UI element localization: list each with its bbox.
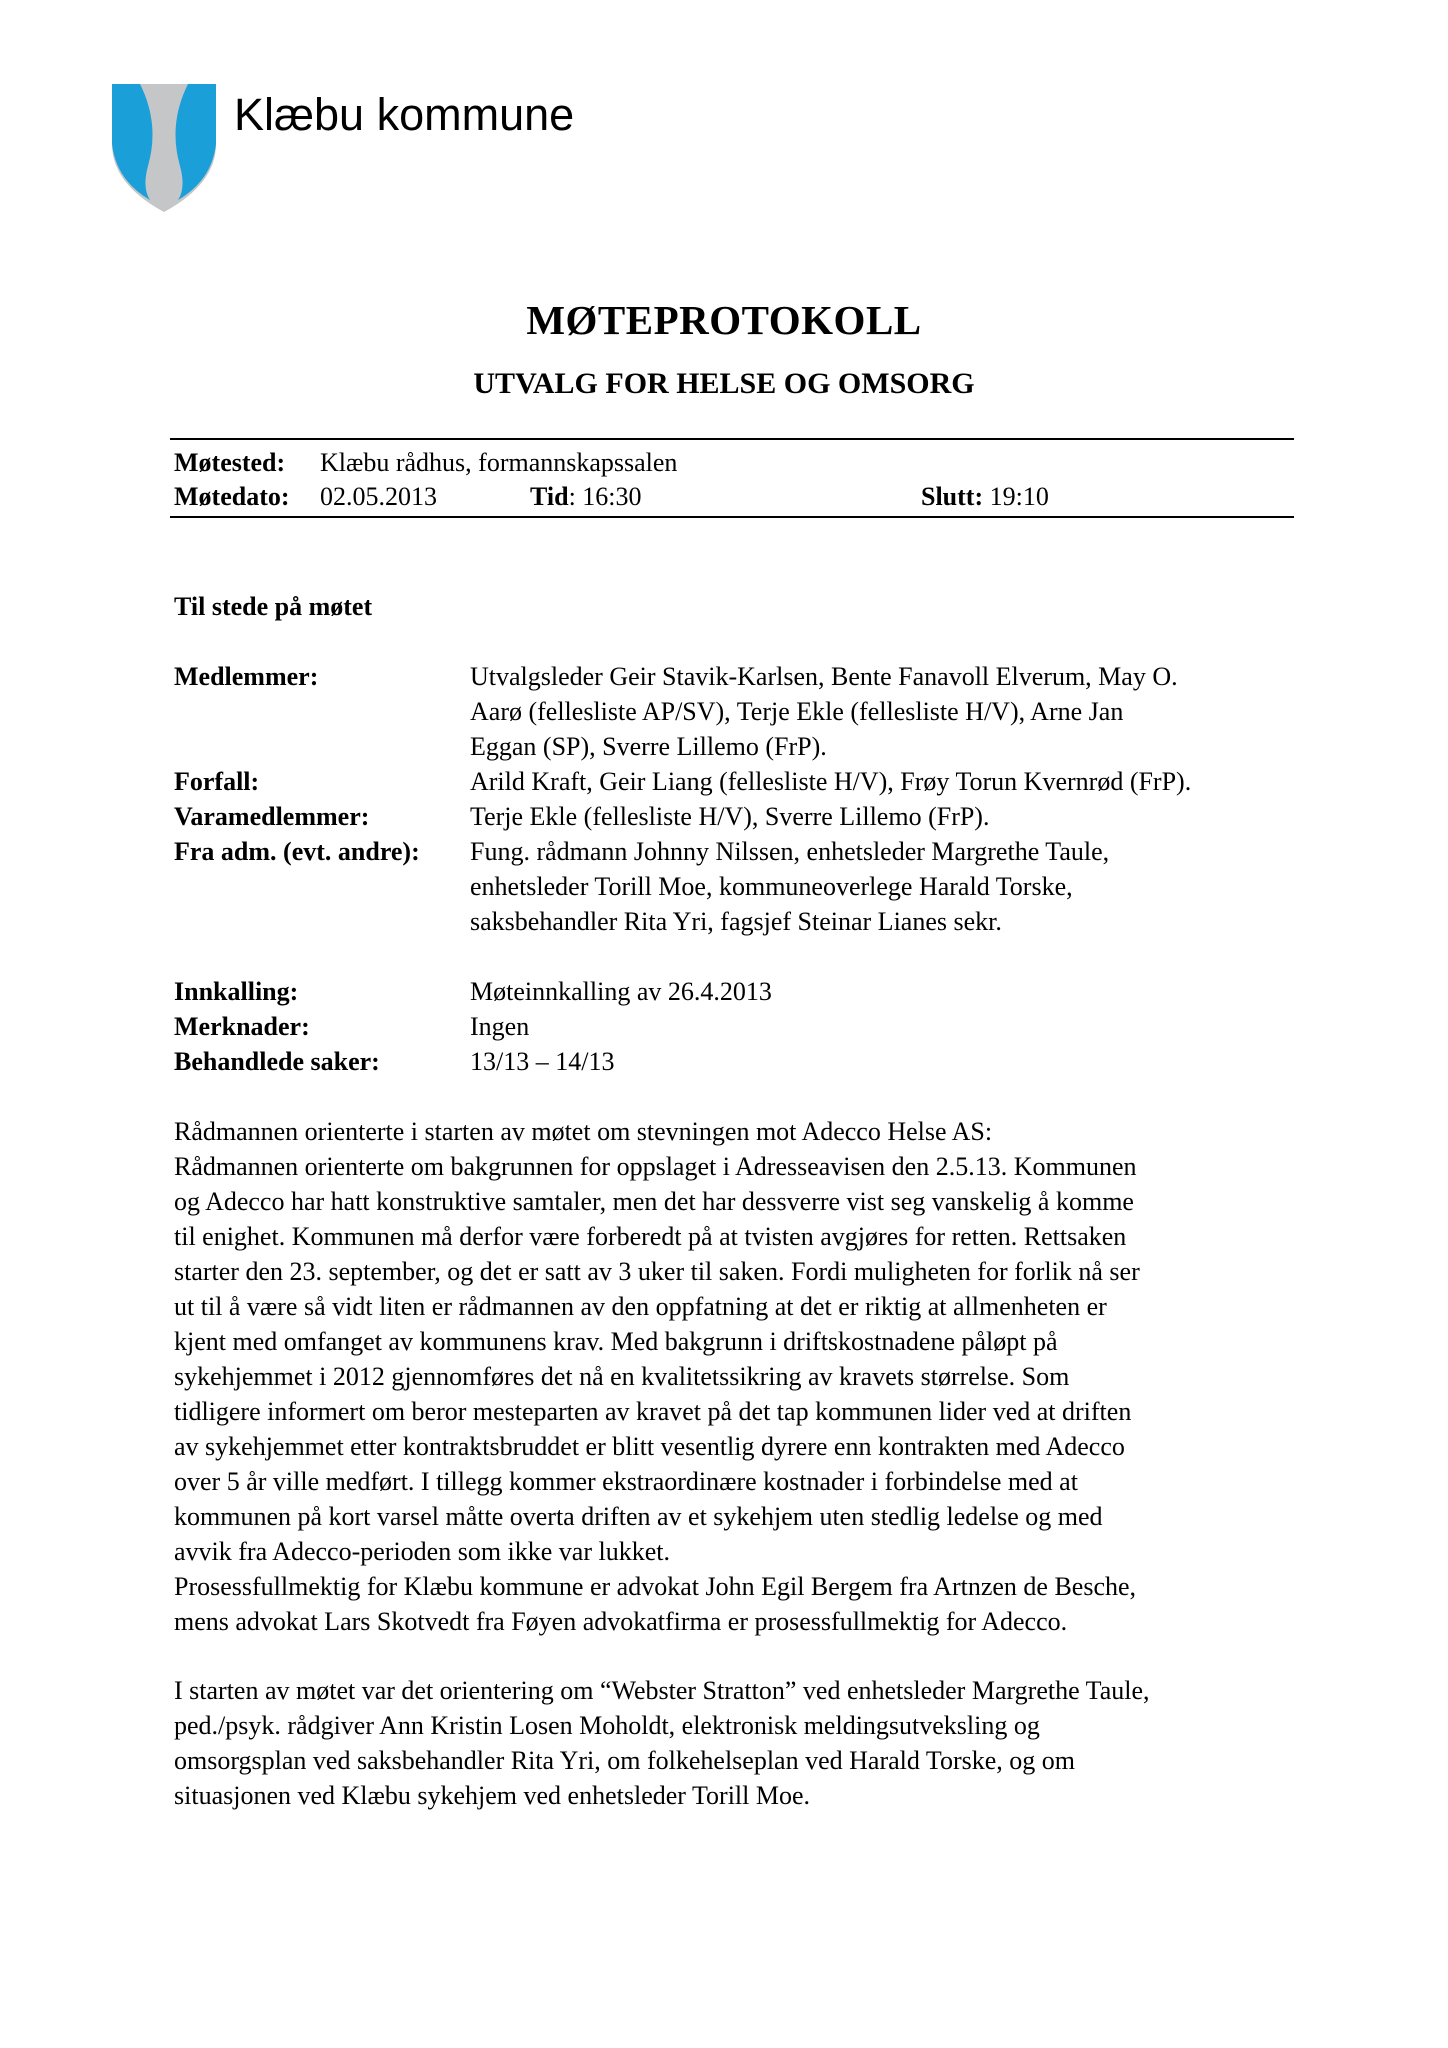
meeting-date-label: Møtedato:	[174, 482, 290, 511]
members-label: Medlemmer:	[174, 662, 319, 691]
document-subtitle: UTVALG FOR HELSE OG OMSORG	[473, 367, 975, 400]
meeting-date: 02.05.2013	[320, 482, 437, 511]
text-line: situasjonen ved Klæbu sykehjem ved enhetsleder Torill Moe.	[174, 1781, 811, 1810]
text-line: Prosessfullmektig for Klæbu kommune er advokat John Egil Bergem fra Artnzen de Besche,	[174, 1572, 1137, 1601]
admin-line: enhetsleder Torill Moe, kommuneoverlege Harald Torske,	[470, 872, 1073, 901]
meeting-end: 19:10	[989, 482, 1049, 511]
meeting-date-row	[174, 480, 1274, 514]
summons-label: Innkalling:	[174, 977, 299, 1006]
remarks-label: Merknader:	[174, 1012, 310, 1041]
meeting-time-label: Tid	[530, 482, 569, 511]
summons-value: Møteinnkalling av 26.4.2013	[470, 977, 772, 1006]
meeting-place: Klæbu rådhus, formannskapssalen	[320, 448, 678, 477]
admin-line: Fung. rådmann Johnny Nilssen, enhetsleder Margrethe Taule,	[470, 837, 1110, 866]
org-name: Klæbu kommune	[234, 89, 575, 140]
cases-label: Behandlede saker:	[174, 1047, 380, 1076]
meeting-place-row	[174, 446, 678, 480]
members-line: Aarø (fellesliste AP/SV), Terje Ekle (fellesliste H/V), Arne Jan	[470, 697, 1124, 726]
text-line: til enighet. Kommunen må derfor være forberedt på at tvisten avgjøres for retten. Rettsaken	[174, 1222, 1127, 1251]
text-line: mens advokat Lars Skotvedt fra Føyen advokatfirma er prosessfullmektig for Adecco.	[174, 1607, 1068, 1636]
absent-value	[470, 764, 1191, 799]
absent-label: Forfall:	[174, 767, 260, 796]
text-line: tidligere informert om beror mesteparten av kravet på det tap kommunen lider ved at driften	[174, 1397, 1132, 1426]
text-line: sykehjemmet i 2012 gjennomføres det nå en kvalitetssikring av kravets størrelse. Som	[174, 1362, 1070, 1391]
admin-line: saksbehandler Rita Yri, fagsjef Steinar Lianes sekr.	[470, 907, 1002, 936]
admin-value	[470, 834, 1109, 939]
meeting-end-label: Slutt:	[921, 482, 984, 511]
text-line: starter den 23. september, og det er satt av 3 uker til saken. Fordi muligheten for forlik nå ser	[174, 1257, 1140, 1286]
substitutes-value	[470, 799, 989, 834]
members-value	[470, 659, 1178, 764]
substitutes-label: Varamedlemmer:	[174, 802, 370, 831]
text-line: og Adecco har hatt konstruktive samtaler, men det har dessverre vist seg vanskelig å komme	[174, 1187, 1134, 1216]
meeting-place-label: Møtested:	[174, 448, 286, 477]
text-line: omsorgsplan ved saksbehandler Rita Yri, om folkehelseplan ved Harald Torske, og om	[174, 1746, 1075, 1775]
body-paragraph-2	[174, 1673, 1150, 1813]
text-line: over 5 år ville medført. I tillegg kommer ekstraordinære kostnader i forbindelse med at	[174, 1467, 1078, 1496]
text-line: Rådmannen orienterte om bakgrunnen for oppslaget i Adresseavisen den 2.5.13. Kommunen	[174, 1152, 1137, 1181]
text-line: av sykehjemmet etter kontraktsbruddet er blitt vesentlig dyrere enn kontrakten med Adecco	[174, 1432, 1125, 1461]
text-line: kjent med omfanget av kommunens krav. Med bakgrunn i driftskostnadene påløpt på	[174, 1327, 1058, 1356]
text-line: avvik fra Adecco-perioden som ikke var lukket.	[174, 1537, 670, 1566]
text-line: ut til å være så vidt liten er rådmannen av den oppfatning at det er riktig at allmenheten er	[174, 1292, 1107, 1321]
members-line: Eggan (SP), Sverre Lillemo (FrP).	[470, 732, 827, 761]
text-line: Rådmannen orienterte i starten av møtet om stevningen mot Adecco Helse AS:	[174, 1117, 993, 1146]
present-heading: Til stede på møtet	[174, 592, 373, 621]
absent-line: Arild Kraft, Geir Liang (fellesliste H/V), Frøy Torun Kvernrød (FrP).	[470, 767, 1192, 796]
top-rule	[170, 438, 1294, 440]
klaebu-coat-of-arms-icon	[108, 84, 220, 212]
bottom-rule	[170, 516, 1294, 518]
text-line: kommunen på kort varsel måtte overta driften av et sykehjem uten stedlig ledelse og med	[174, 1502, 1103, 1531]
text-line: ped./psyk. rådgiver Ann Kristin Losen Moholdt, elektronisk meldingsutveksling og	[174, 1711, 1040, 1740]
members-line: Utvalgsleder Geir Stavik-Karlsen, Bente Fanavoll Elverum, May O.	[470, 662, 1178, 691]
body-paragraph-1	[174, 1114, 1140, 1639]
remarks-value: Ingen	[470, 1012, 530, 1041]
admin-label: Fra adm. (evt. andre):	[174, 837, 420, 866]
meeting-time: : 16:30	[568, 482, 642, 511]
document-title: MØTEPROTOKOLL	[526, 297, 922, 343]
substitutes-line: Terje Ekle (fellesliste H/V), Sverre Lillemo (FrP).	[470, 802, 990, 831]
text-line: I starten av møtet var det orientering om “Webster Stratton” ved enhetsleder Margrethe Taule,	[174, 1676, 1150, 1705]
cases-value: 13/13 – 14/13	[470, 1047, 615, 1076]
